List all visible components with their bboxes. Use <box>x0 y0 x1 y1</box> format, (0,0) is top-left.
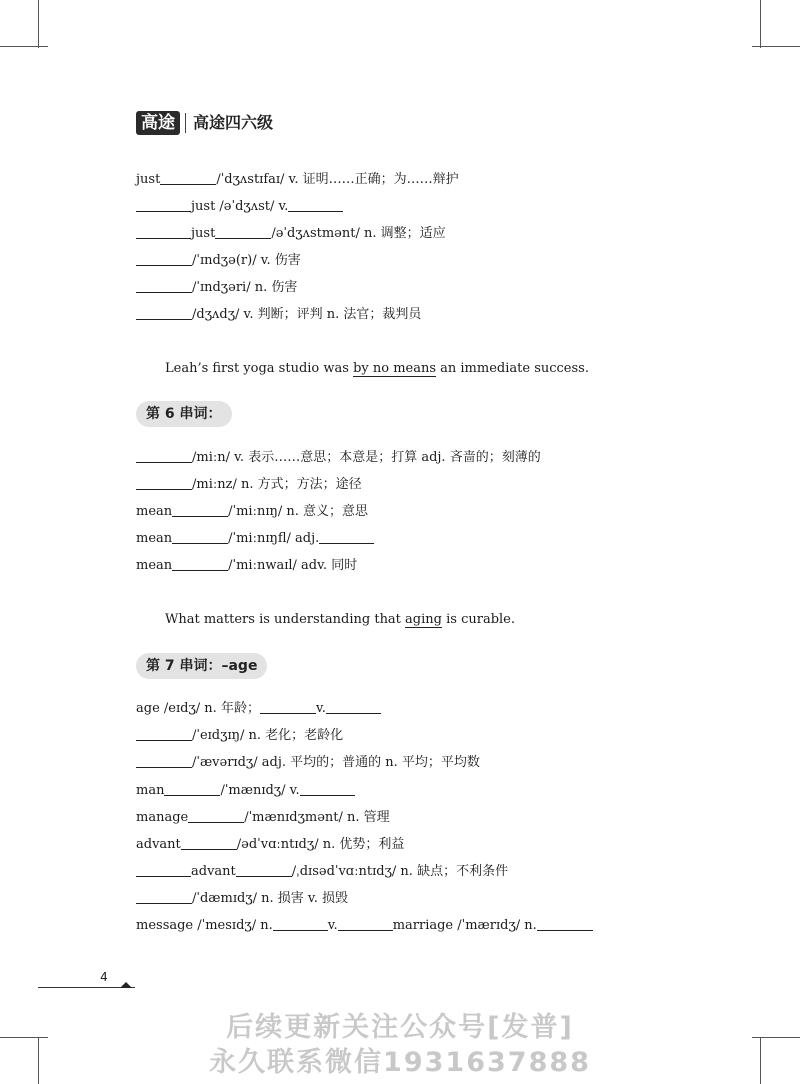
vocab-line: /ˈɪndʒəri/ n. 伤害 <box>136 279 297 296</box>
watermark-line: 永久联系微信1931637888 <box>209 1047 591 1078</box>
crop-mark <box>38 0 39 48</box>
vocab-line: advant /ədˈvɑːntɪdʒ/ n. 优势；利益 <box>136 837 405 852</box>
section-heading: 第 6 串词： <box>136 401 232 427</box>
blank <box>260 700 316 714</box>
page-number: 4 <box>100 970 108 984</box>
blank <box>136 279 192 293</box>
blank <box>136 198 191 212</box>
blank <box>136 890 192 904</box>
blank <box>164 782 220 796</box>
vocab-line: advant /ˌdɪsədˈvɑːntɪdʒ/ n. 缺点；不利条件 <box>136 863 508 880</box>
blank <box>537 917 593 931</box>
blank <box>300 782 355 796</box>
blank <box>136 306 192 320</box>
vocab-line: /miːnz/ n. 方式；方法；途径 <box>136 476 362 493</box>
vocab-line: just /əˈdʒʌstmənt/ n. 调整；适应 <box>136 225 446 242</box>
vocab-line: mean /ˈmiːnwaɪl/ adv. 同时 <box>136 558 358 573</box>
vocab-line: just /ˈdʒʌstɪfaɪ/ v. 证明……正确；为……辩护 <box>136 172 459 187</box>
underlined-phrase: aging <box>405 612 442 627</box>
watermark-line: 后续更新关注公众号[发普] <box>226 1012 574 1043</box>
triangle-icon <box>120 982 132 988</box>
section-heading: 第 7 串词：–age <box>136 653 267 679</box>
example-sentence: Leah’s first yoga studio was by no means an immediate success. <box>165 361 589 376</box>
vocab-line: man /ˈmænɪdʒ/ v. <box>136 782 355 799</box>
blank <box>215 225 271 239</box>
example-sentence: What matters is understanding that aging is curable. <box>165 612 516 627</box>
vocab-line: mean /ˈmiːnɪŋ/ n. 意义；意思 <box>136 504 369 519</box>
vocab-line: /ˈdæmɪdʒ/ n. 损害 v. 损毁 <box>136 890 348 907</box>
vocab-line: just /əˈdʒʌst/ v. <box>136 198 343 215</box>
blank <box>172 530 228 544</box>
blank <box>181 836 237 850</box>
vocab-line: manage /ˈmænɪdʒmənt/ n. 管理 <box>136 810 390 825</box>
vocab-line: /dʒʌdʒ/ v. 判断；评判 n. 法官；裁判员 <box>136 306 421 323</box>
blank <box>160 171 216 185</box>
brand-title: 高途四六级 <box>193 113 274 132</box>
blank <box>326 700 381 714</box>
blank <box>236 863 292 877</box>
vocab-line: /miːn/ v. 表示……意思；本意是；打算 adj. 吝啬的；刻薄的 <box>136 449 541 466</box>
blank <box>273 917 328 931</box>
blank <box>136 225 191 239</box>
blank <box>338 917 393 931</box>
vocab-line: /ˈævərɪdʒ/ adj. 平均的；普通的 n. 平均；平均数 <box>136 754 480 771</box>
underlined-phrase: by no means <box>353 361 437 376</box>
logo-divider <box>185 113 186 133</box>
vocab-line: /ˈɪndʒə(r)/ v. 伤害 <box>136 252 301 269</box>
vocab-line: age /eɪdʒ/ n. 年龄； v. <box>136 700 381 717</box>
blank <box>136 449 192 463</box>
blank <box>136 754 192 768</box>
blank <box>319 530 374 544</box>
blank <box>288 198 343 212</box>
crop-mark <box>0 46 48 47</box>
vocab-line: message /ˈmesɪdʒ/ n. v. marriage /ˈmærɪdʒ/ n. <box>136 917 593 934</box>
blank <box>136 863 191 877</box>
crop-mark <box>760 0 761 48</box>
logo-mark: 高途 <box>136 111 180 135</box>
vocab-line: /ˈeɪdʒɪŋ/ n. 老化；老龄化 <box>136 727 343 744</box>
blank <box>172 557 228 571</box>
blank <box>188 809 244 823</box>
blank <box>136 252 192 266</box>
vocab-line: mean /ˈmiːnɪŋfl/ adj. <box>136 530 374 547</box>
blank <box>172 503 228 517</box>
blank <box>136 476 192 490</box>
blank <box>136 727 192 741</box>
